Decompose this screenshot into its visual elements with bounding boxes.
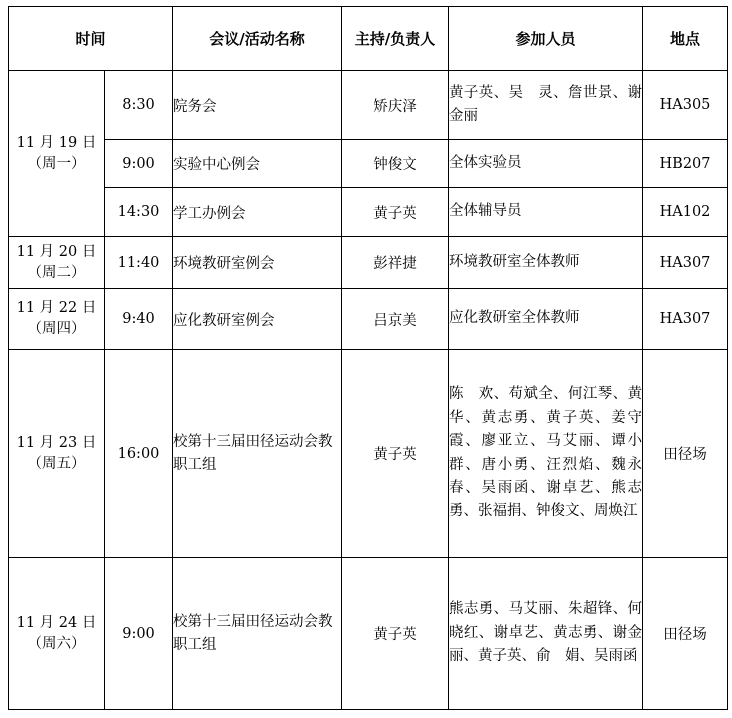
date-label: 11 月 20 日: [16, 243, 97, 260]
location-cell: HA307: [643, 237, 728, 289]
location-cell: HB207: [643, 140, 728, 188]
table-row: [9, 188, 728, 237]
date-label: 11 月 19 日: [16, 134, 97, 151]
date-cell: [9, 289, 105, 350]
event-name-cell: 院务会: [173, 71, 342, 140]
event-name-cell: 校第十三届田径运动会教职工组: [173, 558, 342, 710]
event-name-cell: 应化教研室例会: [173, 289, 342, 350]
table-row: [9, 289, 728, 350]
time-cell: 14:30: [105, 188, 173, 237]
weekday-label: （周一）: [27, 155, 86, 172]
time-cell: 11:40: [105, 237, 173, 289]
host-cell: 矫庆泽: [342, 71, 449, 140]
attendees-cell: 应化教研室全体教师: [449, 289, 643, 350]
host-cell: 钟俊文: [342, 140, 449, 188]
host-cell: 黄子英: [342, 188, 449, 237]
event-name-cell: 校第十三届田径运动会教职工组: [173, 350, 342, 558]
time-cell: 9:00: [105, 140, 173, 188]
table-row: [9, 237, 728, 289]
host-cell: 黄子英: [342, 558, 449, 710]
attendees-cell: 熊志勇、马艾丽、朱超锋、何晓红、谢卓艺、黄志勇、谢金丽、黄子英、俞 娟、吴雨函: [449, 558, 643, 710]
date-cell: [9, 350, 105, 558]
schedule-table: [8, 6, 728, 710]
weekday-label: （周五）: [27, 455, 86, 472]
location-cell: HA307: [643, 289, 728, 350]
location-cell: 田径场: [643, 558, 728, 710]
header-name: 会议/活动名称: [173, 7, 342, 71]
location-cell: HA102: [643, 188, 728, 237]
attendees-cell: 黄子英、吴 灵、詹世景、谢金丽: [449, 71, 643, 140]
event-name-cell: 学工办例会: [173, 188, 342, 237]
weekday-label: （周六）: [27, 635, 86, 652]
header-row: [9, 7, 728, 71]
date-label: 11 月 24 日: [16, 614, 97, 631]
date-cell: [9, 558, 105, 710]
event-name-cell: 实验中心例会: [173, 140, 342, 188]
weekday-label: （周二）: [27, 264, 86, 281]
time-cell: 9:40: [105, 289, 173, 350]
header-host: 主持/负责人: [342, 7, 449, 71]
location-cell: 田径场: [643, 350, 728, 558]
date-cell: [9, 71, 105, 237]
header-time: 时间: [9, 7, 173, 71]
table-row: [9, 350, 728, 558]
table-row: [9, 558, 728, 710]
time-cell: 9:00: [105, 558, 173, 710]
host-cell: 吕京美: [342, 289, 449, 350]
time-cell: 16:00: [105, 350, 173, 558]
host-cell: 黄子英: [342, 350, 449, 558]
date-label: 11 月 23 日: [16, 434, 97, 451]
weekday-label: （周四）: [27, 321, 86, 337]
date-cell: [9, 237, 105, 289]
attendees-cell: 全体辅导员: [449, 188, 643, 237]
attendees-cell: 环境教研室全体教师: [449, 237, 643, 289]
event-name-cell: 环境教研室例会: [173, 237, 342, 289]
header-location: 地点: [643, 7, 728, 71]
table-row: [9, 71, 728, 140]
location-cell: HA305: [643, 71, 728, 140]
attendees-cell: 全体实验员: [449, 140, 643, 188]
attendees-cell: 陈 欢、苟斌全、何江琴、黄 华、黄志勇、黄子英、姜守霞、廖亚立、马艾丽、谭小群、唐小勇、汪烈焰、魏永春、吴雨函、谢卓艺、熊志勇、张福捐、钟俊文、周焕江: [449, 350, 643, 558]
time-cell: 8:30: [105, 71, 173, 140]
date-label: 11 月 22 日: [16, 300, 97, 316]
table-row: [9, 140, 728, 188]
header-attendees: 参加人员: [449, 7, 643, 71]
host-cell: 彭祥捷: [342, 237, 449, 289]
